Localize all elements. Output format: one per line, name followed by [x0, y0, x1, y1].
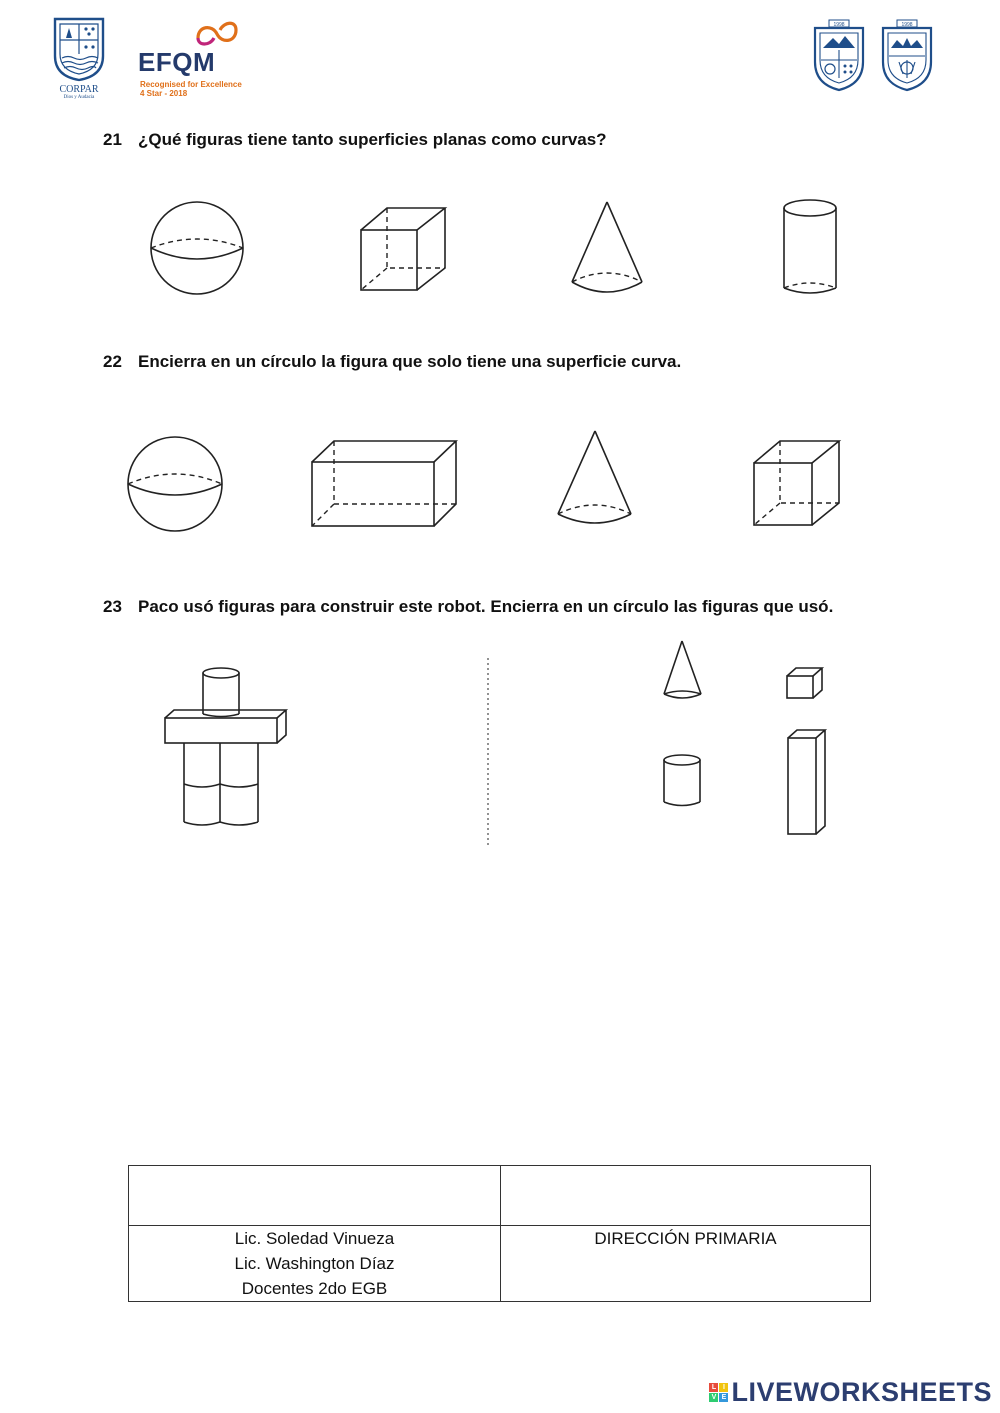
- divider-line: [486, 658, 490, 848]
- signature-space-teachers: [129, 1166, 501, 1226]
- signature-table: [128, 1165, 871, 1302]
- question-23: [103, 597, 833, 617]
- rectangular-prism-figure[interactable]: [309, 438, 459, 533]
- direction-cell: [501, 1226, 871, 1302]
- cylinder-option[interactable]: [661, 753, 705, 811]
- question-number: 22: [103, 352, 122, 371]
- teacher-name: Lic. Washington Díaz: [234, 1254, 395, 1273]
- corpar-logo: [52, 16, 106, 102]
- cone-option[interactable]: [660, 638, 706, 702]
- direction-label: DIRECCIÓN PRIMARIA: [594, 1229, 777, 1248]
- corpar-name: CORPAR: [59, 84, 99, 95]
- signature-space-direction: [501, 1166, 871, 1226]
- school-crest-icon: [811, 20, 867, 94]
- cube-figure[interactable]: [355, 200, 455, 300]
- efqm-name: EFQM: [138, 47, 216, 77]
- cone-figure[interactable]: [562, 198, 652, 298]
- question-number: 21: [103, 130, 122, 149]
- cube-option[interactable]: [784, 665, 826, 701]
- efqm-tagline-2: 4 Star - 2018: [140, 89, 188, 98]
- efqm-logo: [138, 16, 253, 100]
- cone-figure[interactable]: [551, 428, 641, 533]
- sphere-figure[interactable]: [147, 200, 247, 300]
- liveworksheets-brand[interactable]: [709, 1377, 992, 1408]
- tall-prism-option[interactable]: [785, 727, 829, 839]
- liveworksheets-text: LIVEWORKSHEETS: [731, 1377, 992, 1407]
- robot-figure: [160, 662, 290, 832]
- question-text: ¿Qué figuras tiene tanto superficies planas como curvas?: [138, 130, 607, 149]
- cube-figure[interactable]: [750, 437, 850, 532]
- sphere-figure[interactable]: [125, 434, 225, 534]
- question-number: 23: [103, 597, 122, 616]
- cylinder-figure[interactable]: [777, 198, 847, 298]
- crest-year-1: 1998: [833, 22, 845, 28]
- efqm-tagline-1: Recognised for Excellence: [140, 80, 242, 89]
- teacher-name: Lic. Soledad Vinueza: [234, 1229, 395, 1248]
- teachers-cell: [129, 1226, 501, 1302]
- crest-year-2: 1998: [901, 22, 913, 28]
- liveworksheets-logo-icon: L I V E: [709, 1383, 728, 1402]
- question-text: Encierra en un círculo la figura que solo tiene una superficie curva.: [138, 352, 682, 371]
- efqm-infinity-icon: [194, 16, 240, 48]
- question-text: Paco usó figuras para construir este robot. Encierra en un círculo las figuras que usó.: [138, 597, 834, 616]
- question-21: [103, 130, 607, 150]
- question-22: [103, 352, 681, 372]
- school-crest-2-icon: [879, 20, 935, 94]
- corpar-shield-icon: [52, 16, 106, 82]
- corpar-motto: Dios y Audacia: [63, 95, 95, 100]
- teachers-role: Docentes 2do EGB: [241, 1279, 388, 1298]
